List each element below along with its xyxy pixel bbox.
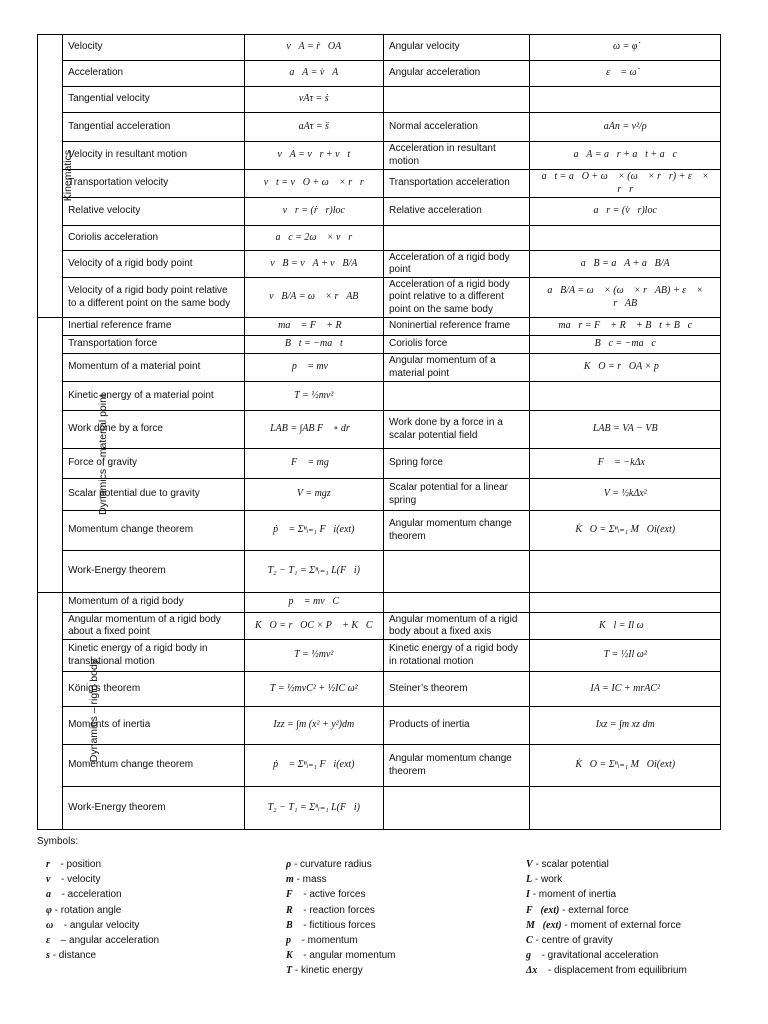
quantity-name: Scalar potential due to gravity [63,479,245,511]
symbol-description: - scalar potential [535,859,609,870]
symbol-description: - acceleration [61,889,122,901]
symbol-glyph: ε⃗ [46,935,58,947]
quantity-name-2: Acceleration in resultant motion [384,142,530,170]
quantity-name: Inertial reference frame [63,318,245,336]
symbol-description: - fictitious forces [303,919,376,931]
table-row [38,226,721,251]
symbol-entry [526,963,687,978]
quantity-formula: a⃗A = v̇⃗A [244,61,383,87]
quantity-formula-2: ε⃗ = ω̇⃗ [530,61,721,87]
symbol-glyph: v⃗ [46,874,59,886]
quantity-name: Moments of inertia [63,707,245,745]
quantity-name-2 [384,87,530,113]
quantity-formula: p⃗ = mv⃗ [244,354,383,382]
quantity-formula-2: ω = φ̇ [530,35,721,61]
quantity-name-2: Angular momentum change theorem [384,745,530,787]
quantity-formula: K⃗O = r⃗OC × P⃗ + K⃗C [244,613,383,640]
formula-sheet [37,34,721,830]
quantity-formula: ma⃗ = F⃗ + R⃗ [244,318,383,336]
quantity-name-2: Steiner’s theorem [384,672,530,707]
category-cell [38,593,101,830]
quantity-name-2: Normal acceleration [384,113,530,142]
quantity-name: Relative velocity [63,198,245,226]
symbol-glyph: M⃗(ext) [526,919,562,931]
quantity-formula: v⃗A = ṙ⃗OA [244,35,383,61]
symbol-description: - displacement from equilibrium [547,965,687,977]
symbol-description: - mass [296,874,327,886]
symbol-description: - centre of gravity [535,935,613,947]
quantity-name-2: Acceleration of a rigid body point relative to a different point on the same body [384,278,530,318]
symbol-glyph: K⃗ [286,950,301,962]
symbol-description: - moment of inertia [532,889,617,901]
symbol-description: - gravitational acceleration [541,950,659,962]
quantity-name: Momentum change theorem [63,511,245,551]
symbol-glyph: s [46,950,50,962]
symbol-description: - kinetic energy [294,965,363,977]
symbol-glyph: L [526,874,533,886]
quantity-formula-2: K⃗l = Il ω⃗ [530,613,721,640]
symbol-description: - momentum [301,935,358,947]
table-row [38,479,721,511]
quantity-formula-2: a⃗A = a⃗r + a⃗t + a⃗c [530,142,721,170]
quantity-name-2: Coriolis force [384,336,530,354]
quantity-name: Velocity of a rigid body point relative to a different point on the same body [63,278,245,318]
quantity-name-2 [384,551,530,593]
table-row [38,551,721,593]
quantity-formula-2: Ixz = ∫m xz dm [530,707,721,745]
quantity-formula: LAB = ∫AB F⃗ ∘ dr⃗ [244,411,383,449]
symbols-heading: Symbols: [37,836,79,847]
quantity-formula-2 [530,382,721,411]
symbol-description: – angular acceleration [60,935,160,947]
quantity-formula-2: a⃗r = (v̇⃗r)loc [530,198,721,226]
quantity-name: Velocity [63,35,245,61]
category-label: Dynamics – material point [96,394,109,516]
symbol-entry [286,857,396,872]
quantity-formula: B⃗t = −ma⃗t [244,336,383,354]
symbol-entry [46,933,159,948]
symbol-description: - active forces [303,889,366,901]
quantity-name-2: Angular acceleration [384,61,530,87]
quantity-name: Angular momentum of a rigid body about a fixed point [63,613,245,640]
quantity-name-2: Angular momentum change theorem [384,511,530,551]
quantity-formula: Izz = ∫m (x² + y²)dm [244,707,383,745]
quantity-formula: p⃗ = mv⃗C [244,593,383,613]
category-label: Kinematics [62,150,75,202]
symbol-entry [286,933,396,948]
quantity-name-2: Transportation acceleration [384,170,530,198]
quantity-formula-2: K̇⃗O = Σⁿᵢ₌₁ M⃗Oi(ext) [530,511,721,551]
symbol-glyph: C [526,935,533,947]
table-row [38,318,721,336]
quantity-formula: T = ½mv² [244,640,383,672]
table-row [38,640,721,672]
quantity-name: Force of gravity [63,449,245,479]
quantity-formula-2: IA = IC + mrAC² [530,672,721,707]
symbol-description: - distance [52,950,97,962]
table-body [38,35,721,830]
symbol-entry [526,872,687,887]
quantity-name-2: Relative acceleration [384,198,530,226]
quantity-name-2 [384,593,530,613]
table-row [38,787,721,830]
table-row [38,593,721,613]
quantity-formula-2 [530,226,721,251]
table-row [38,411,721,449]
quantity-formula-2: aAn = v²/ρ [530,113,721,142]
symbol-entry [526,933,687,948]
quantity-formula-2: a⃗B = a⃗A + a⃗B/A [530,251,721,278]
quantity-formula: F⃗ = mg⃗ [244,449,383,479]
quantity-formula: T = ½mv² [244,382,383,411]
quantity-name-2: Angular velocity [384,35,530,61]
symbol-description: - angular velocity [63,919,140,931]
quantity-name: Kinetic energy of a material point [63,382,245,411]
quantity-formula-2: ma⃗r = F⃗ + R⃗ + B⃗t + B⃗c [530,318,721,336]
quantity-name-2: Spring force [384,449,530,479]
symbol-description: - position [60,859,102,870]
quantity-formula-2: F⃗ = −kΔx⃗ [530,449,721,479]
symbol-description: - external force [562,904,629,916]
quantity-name: Work done by a force [63,411,245,449]
symbol-entry [286,903,396,918]
quantity-name: Work-Energy theorem [63,551,245,593]
symbol-glyph: T [286,965,293,977]
symbol-description: - curvature radius [293,859,372,870]
table-row [38,613,721,640]
category-cell [38,35,75,318]
quantity-name: Kinetic energy of a rigid body in translational motion [63,640,245,672]
table-row [38,251,721,278]
quantity-formula-2: K⃗O = r⃗OA × p⃗ [530,354,721,382]
symbol-entry [286,918,396,933]
table-row [38,198,721,226]
quantity-formula: vAτ = ṡ [244,87,383,113]
symbols-column-3 [526,857,687,979]
symbol-description: - reaction forces [303,904,375,916]
symbol-description: - work [534,874,563,886]
symbol-entry [46,857,159,872]
symbol-entry [286,963,396,978]
symbol-entry [286,887,396,902]
quantity-formula: T₂ − T₁ = Σⁿᵢ₌₁ L(F⃗i) [244,787,383,830]
quantity-name-2 [384,226,530,251]
symbols-column-2 [286,857,396,979]
symbol-glyph: Δx⃗ [526,965,546,977]
quantity-formula: v⃗r = (ṙ⃗r)loc [244,198,383,226]
formula-table [37,34,721,830]
symbol-glyph: a⃗ [46,889,59,901]
quantity-formula: a⃗c = 2ω⃗ × v⃗r [244,226,383,251]
quantity-name-2: Noninertial reference frame [384,318,530,336]
quantity-formula: aAτ = s̈ [244,113,383,142]
symbol-entry [286,872,396,887]
quantity-formula-2: a⃗t = a⃗O + ω⃗ × (ω⃗ × r⃗r) + ε⃗ × r⃗r [530,170,721,198]
quantity-formula-2: T = ½Il ω² [530,640,721,672]
table-row [38,113,721,142]
symbol-glyph: V [526,859,533,870]
table-row [38,35,721,61]
symbol-glyph: I [526,889,530,901]
quantity-formula: T₂ − T₁ = Σⁿᵢ₌₁ L(F⃗i) [244,551,383,593]
table-row [38,672,721,707]
table-row [38,278,721,318]
quantity-formula-2: V = ½kΔx² [530,479,721,511]
quantity-formula-2: K̇⃗O = Σⁿᵢ₌₁ M⃗Oi(ext) [530,745,721,787]
quantity-name: Velocity of a rigid body point [63,251,245,278]
quantity-formula: v⃗t = v⃗O + ω⃗ × r⃗r [244,170,383,198]
table-row [38,336,721,354]
quantity-name: Tangential velocity [63,87,245,113]
category-label: Dynamics – rigid body [88,659,101,763]
table-row [38,449,721,479]
quantity-name-2: Work done by a force in a scalar potential field [384,411,530,449]
quantity-formula-2 [530,87,721,113]
symbol-description: - rotation angle [54,904,122,916]
quantity-name-2 [384,382,530,411]
symbol-entry [286,948,396,963]
quantity-name: Momentum of a material point [63,354,245,382]
quantity-formula: v⃗B = v⃗A + v⃗B/A [244,251,383,278]
quantity-name-2: Angular momentum of a material point [384,354,530,382]
quantity-name-2: Kinetic energy of a rigid body in rotational motion [384,640,530,672]
quantity-name-2: Acceleration of a rigid body point [384,251,530,278]
symbol-entry [46,872,159,887]
table-row [38,354,721,382]
quantity-formula-2: B⃗c = −ma⃗c [530,336,721,354]
quantity-name: König’s theorem [63,672,245,707]
symbol-entry [526,918,687,933]
symbol-glyph: m [286,874,294,886]
quantity-name: Momentum of a rigid body [63,593,245,613]
symbol-entry [46,918,159,933]
symbol-description: - angular momentum [303,950,396,962]
table-row [38,87,721,113]
symbol-entry [46,948,159,963]
quantity-formula-2 [530,787,721,830]
quantity-name: Momentum change theorem [63,745,245,787]
symbol-glyph: φ [46,904,52,916]
quantity-name-2: Scalar potential for a linear spring [384,479,530,511]
quantity-formula: ṗ⃗ = Σⁿᵢ₌₁ F⃗i(ext) [244,745,383,787]
symbol-glyph: F⃗(ext) [526,904,560,916]
symbol-entry [46,887,159,902]
quantity-formula-2: a⃗B/A = ω⃗ × (ω⃗ × r⃗AB) + ε⃗ × r⃗AB [530,278,721,318]
symbol-entry [526,857,687,872]
quantity-formula: ṗ⃗ = Σⁿᵢ₌₁ F⃗i(ext) [244,511,383,551]
quantity-formula-2 [530,551,721,593]
quantity-name-2 [384,787,530,830]
table-row [38,707,721,745]
quantity-name: Tangential acceleration [63,113,245,142]
quantity-formula: T = ½mvC² + ½IC ω² [244,672,383,707]
quantity-name-2: Products of inertia [384,707,530,745]
table-row [38,142,721,170]
symbol-glyph: p⃗ [286,935,299,947]
quantity-formula: V = mgz [244,479,383,511]
symbol-entry [46,903,159,918]
symbol-glyph: F⃗ [286,889,301,901]
quantity-formula: v⃗A = v⃗r + v⃗t [244,142,383,170]
table-row [38,61,721,87]
symbol-entry [526,903,687,918]
symbol-entry [526,887,687,902]
table-row [38,745,721,787]
symbol-description: - moment of external force [564,919,682,931]
symbol-glyph: ρ [286,859,292,870]
symbol-glyph: r⃗ [46,859,58,870]
quantity-name: Coriolis acceleration [63,226,245,251]
symbols-column-1 [46,857,159,963]
quantity-name: Acceleration [63,61,245,87]
quantity-formula-2: LAB = VA − VB [530,411,721,449]
symbol-glyph: B⃗ [286,919,301,931]
table-row [38,511,721,551]
quantity-formula-2 [530,593,721,613]
quantity-name: Velocity in resultant motion [63,142,245,170]
symbol-glyph: R⃗ [286,904,301,916]
symbol-entry [526,948,687,963]
quantity-name: Work-Energy theorem [63,787,245,830]
quantity-name-2: Angular momentum of a rigid body about a fixed axis [384,613,530,640]
table-row [38,170,721,198]
symbol-glyph: ω⃗ [46,919,62,931]
quantity-name: Transportation velocity [63,170,245,198]
symbol-glyph: g⃗ [526,950,539,962]
quantity-formula: v⃗B/A = ω⃗ × r⃗AB [244,278,383,318]
quantity-name: Transportation force [63,336,245,354]
table-row [38,382,721,411]
symbol-description: - velocity [61,874,101,886]
